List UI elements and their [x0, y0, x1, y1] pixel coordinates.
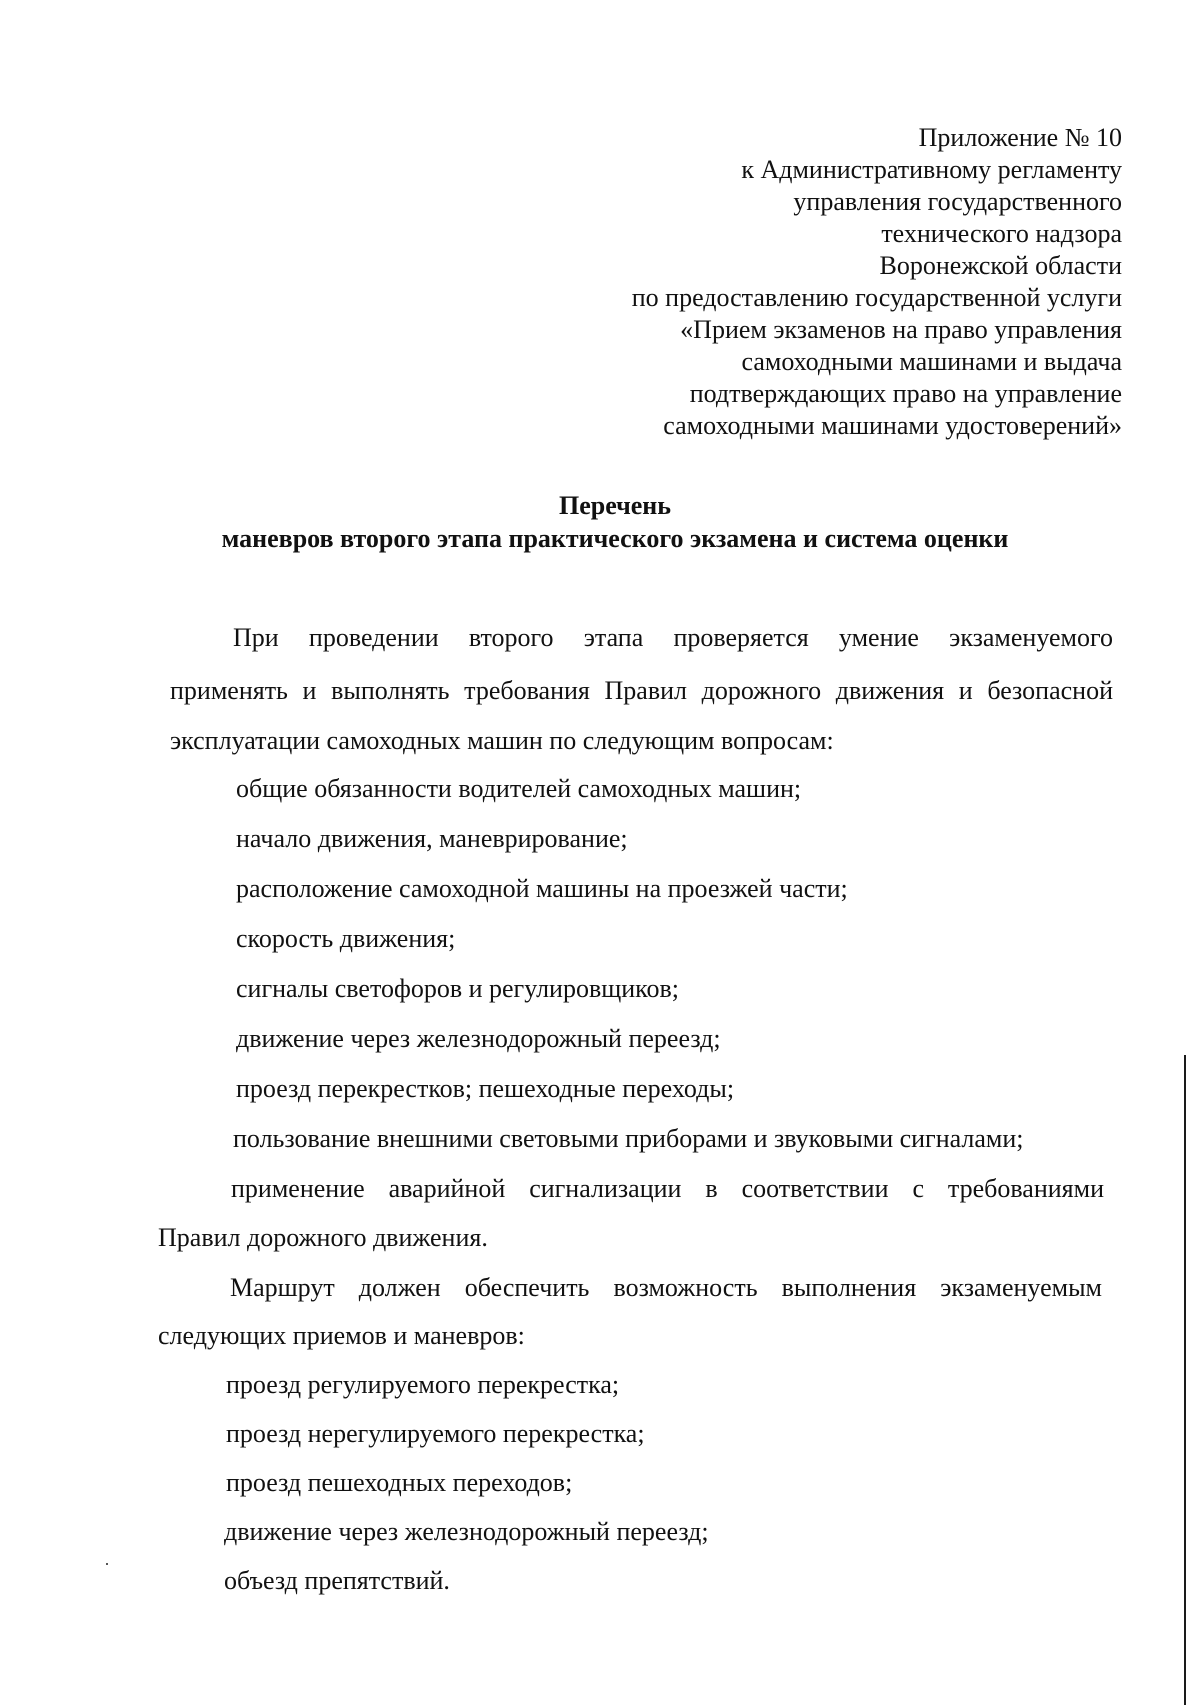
appendix-line: Воронежской области	[879, 251, 1122, 280]
question-item: проезд перекрестков; пешеходные переходы;	[236, 1074, 735, 1103]
appendix-line: по предоставлению государственной услуги	[631, 283, 1122, 312]
route-line-2: следующих приемов и маневров:	[158, 1321, 525, 1350]
maneuver-item: проезд нерегулируемого перекрестка;	[226, 1419, 645, 1448]
appendix-line: подтверждающих право на управление	[689, 379, 1122, 408]
scan-edge-line	[1184, 1055, 1186, 1705]
question-item: общие обязанности водителей самоходных машин;	[236, 774, 802, 803]
appendix-header	[632, 122, 1122, 442]
appendix-line: технического надзора	[881, 219, 1122, 248]
title-line-1: Перечень	[558, 491, 672, 520]
maneuver-item: проезд пешеходных переходов;	[226, 1468, 573, 1497]
appendix-line: к Административному регламенту	[741, 155, 1122, 184]
hazard-line-2: Правил дорожного движения.	[158, 1223, 488, 1252]
appendix-line: «Прием экзаменов на право управления	[680, 315, 1122, 344]
maneuver-item: объезд препятствий.	[224, 1566, 450, 1595]
hazard-line-1: применение аварийной сигнализации в соответствии с требованиями	[231, 1174, 1104, 1203]
appendix-line: Приложение № 10	[918, 123, 1122, 152]
appendix-line: управления государственного	[793, 187, 1122, 216]
maneuver-item: проезд регулируемого перекрестка;	[226, 1370, 620, 1399]
document-title	[160, 489, 1070, 555]
title-line-2: маневров второго этапа практического экзамена и система оценки	[221, 524, 1009, 553]
route-line-1: Маршрут должен обеспечить возможность выполнения экзаменуемым	[230, 1273, 1102, 1302]
maneuver-item: движение через железнодорожный переезд;	[224, 1517, 709, 1546]
scan-speck	[106, 1563, 108, 1565]
question-item: расположение самоходной машины на проезжей части;	[236, 874, 848, 903]
question-item: движение через железнодорожный переезд;	[236, 1024, 721, 1053]
intro-line-2: применять и выполнять требования Правил дорожного движения и безопасной	[170, 676, 1113, 705]
appendix-line: самоходными машинами удостоверений»	[663, 411, 1122, 440]
intro-line-1: При проведении второго этапа проверяется умение экзаменуемого	[233, 623, 1113, 652]
intro-line-3: эксплуатации самоходных машин по следующим вопросам:	[170, 726, 834, 755]
appendix-line: самоходными машинами и выдача	[741, 347, 1122, 376]
question-item: начало движения, маневрирование;	[236, 824, 628, 853]
question-item: пользование внешними световыми приборами и звуковыми сигналами;	[233, 1124, 1024, 1153]
question-item: сигналы светофоров и регулировщиков;	[236, 974, 679, 1003]
question-item: скорость движения;	[236, 924, 456, 953]
